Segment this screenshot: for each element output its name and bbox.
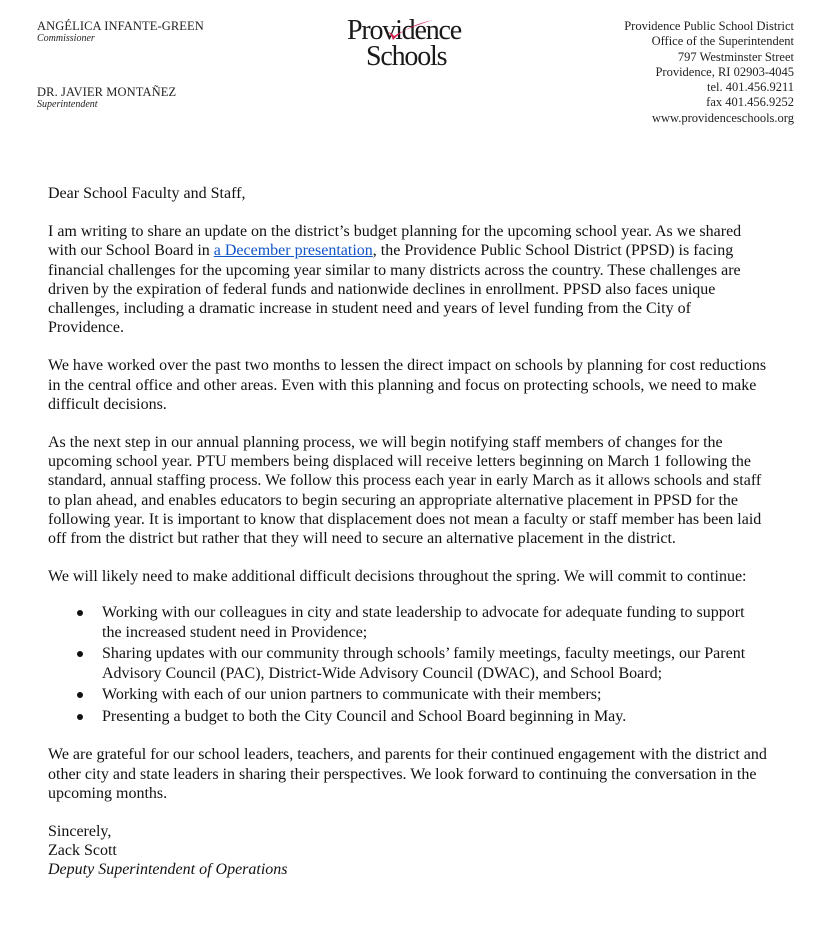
paragraph-budget-update (48, 222, 768, 337)
list-item: Working with our colleagues in city and state leadership to advocate for adequate funding to support the increased student need in Providence; (48, 603, 768, 642)
city-state-zip: Providence, RI 02903-4045 (655, 64, 794, 79)
paragraph-cost-reductions: We have worked over the past two months to lessen the direct impact on schools by planning for cost reductions in the central office and other areas. Even with this planning and focus on protecting schools, we need to make difficult decisions. (48, 357, 767, 413)
signer-title: Deputy Superintendent of Operations (48, 861, 288, 879)
district-name: Providence Public School District (624, 19, 794, 33)
telephone: tel. 401.456.9211 (706, 80, 794, 95)
website: www.providenceschools.org (652, 110, 794, 125)
bullet-icon (77, 610, 83, 616)
bullet-icon (77, 714, 83, 720)
checkmark-swoosh-icon (385, 18, 435, 42)
office-name: Office of the Superintendent (651, 34, 794, 49)
logo-text-line1: Providence (347, 15, 461, 46)
official-role: Superintendent (37, 99, 98, 110)
paragraph-text: I am writing to share an update on the district’s budget planning for the upcoming school year. As we shared with our School Board in (48, 223, 742, 260)
fax: fax 401.456.9252 (706, 95, 794, 110)
bullet-icon (77, 692, 83, 698)
paragraph-gratitude: We are grateful for our school leaders, teachers, and parents for their continued engagement with the district and other city and state leaders in sharing their perspectives. We look forward to continuing the conversation in the upcoming months. (48, 746, 767, 802)
signer-name: Zack Scott (48, 842, 117, 860)
greeting: Dear School Faculty and Staff, (48, 185, 246, 202)
signature-block (48, 822, 768, 880)
list-item: Working with each of our union partners to communicate with their members; (48, 685, 768, 705)
official-commissioner (37, 19, 204, 45)
paragraph-staffing-process: As the next step in our annual planning process, we will begin notifying staff members of changes for the upcoming school year. PTU members being displaced will receive letters beginning on March 1 following the standard, annual staffing process. We follow this process each year in early March as it allows schools and staff to plan ahead, and enables educators to begin securing an appropriate alternative placement in PPSD for the following year. It is important to know that displacement does not mean a faculty or staff member has been laid off from the district but rather that they will need to secure an alternative placement in the district. (48, 434, 762, 548)
official-role: Commissioner (37, 33, 95, 44)
bullet-icon (77, 651, 83, 657)
letterhead-officials (37, 19, 204, 111)
list-item: Sharing updates with our community through schools’ family meetings, faculty meetings, our Parent Advisory Council (PAC), District-Wide Advisory Council (DWAC), and School Board; (48, 644, 768, 683)
letter-body (48, 184, 768, 880)
street-address: 797 Westminster Street (677, 49, 794, 64)
official-superintendent (37, 85, 204, 111)
paragraph-text: , the Providence Public School District (PPSD) is facing financial challenges for the upcoming year similar to many districts across the country. These challenges are driven by the expiration of federal funds and nationwide declines in enrollment. PPSD also faces unique challenges, including a dramatic increase in student need and years of level funding from the City of Providence. (48, 242, 741, 337)
providence-schools-logo (347, 17, 477, 81)
closing-salutation: Sincerely, (48, 823, 112, 841)
paragraph-commitments-intro: We will likely need to make additional difficult decisions throughout the spring. We will commit to continue: (48, 568, 747, 586)
official-name: DR. JAVIER MONTAÑEZ (37, 85, 177, 99)
december-presentation-link[interactable]: a December presentation (213, 242, 373, 260)
list-item: Presenting a budget to both the City Council and School Board beginning in May. (48, 707, 768, 727)
official-name: ANGÉLICA INFANTE-GREEN (37, 19, 204, 33)
district-contact-block (624, 19, 794, 126)
commitments-list (48, 603, 768, 726)
logo-text-line2: Schools (366, 41, 447, 72)
